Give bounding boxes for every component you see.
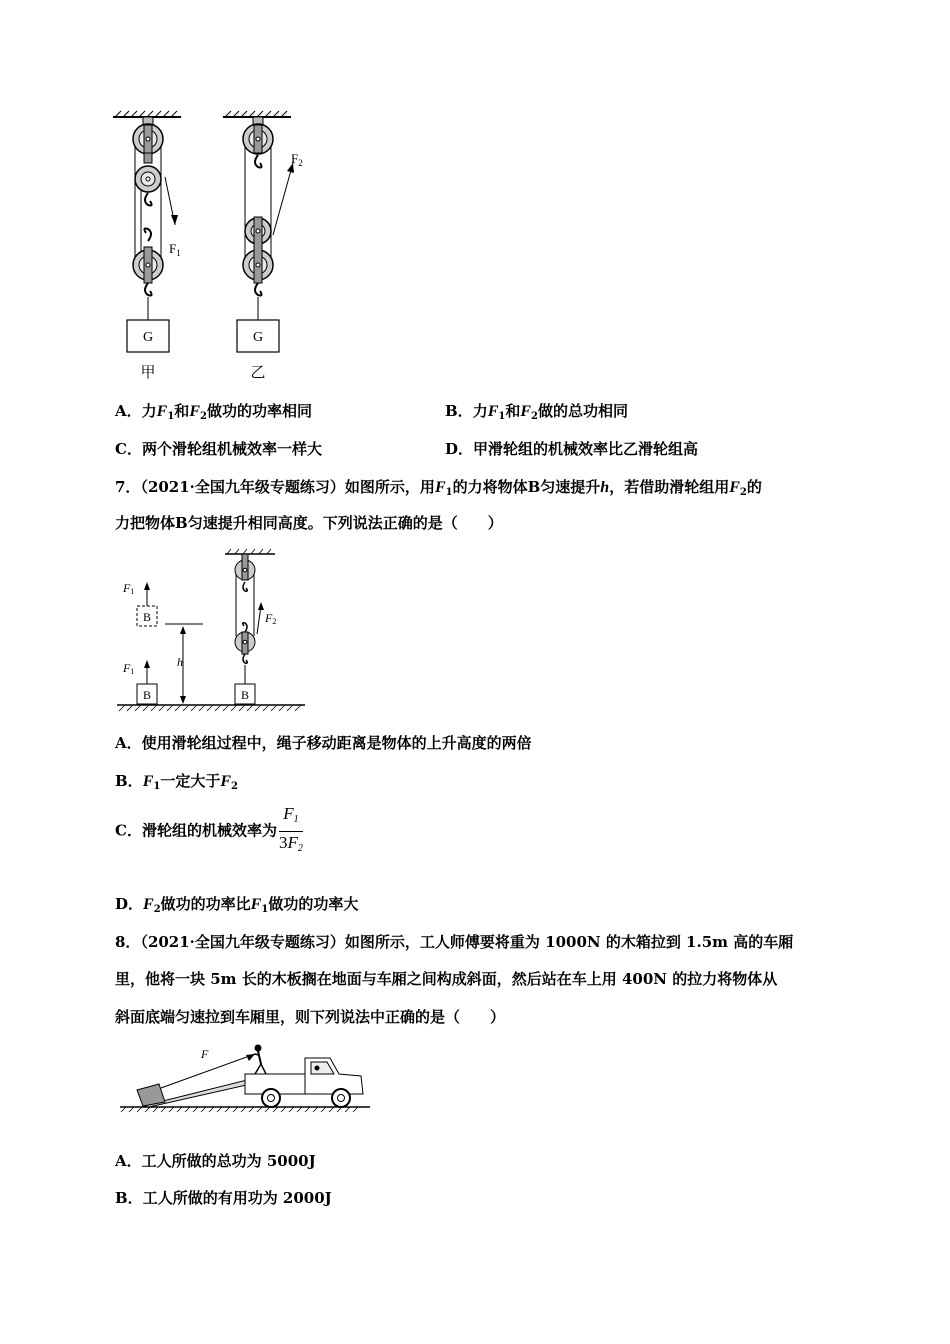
force-label-f2: $F_2$: [291, 151, 303, 168]
svg-text:B: B: [142, 688, 152, 702]
ceiling-left: [113, 111, 181, 117]
efficiency-fraction: $\frac{F_1}{3F_2}$: [278, 804, 303, 854]
svg-text:B: B: [240, 688, 250, 702]
wooden-crate: [137, 1084, 165, 1106]
q6-option-a[interactable]: A．力$F_1$和$F_2$做功的功率相同: [115, 402, 312, 422]
pulley-system-jia: [133, 117, 178, 320]
label-f1-top: F1: [123, 581, 135, 596]
weight-label-right: G: [252, 330, 264, 345]
force-label-f1: $F_1$: [169, 241, 181, 258]
worker-figure: [255, 1045, 262, 1052]
q7-stem-line-2: 力把物体B匀速提升相同高度。下列说法正确的是（ ）: [115, 514, 503, 532]
ceiling-right: [223, 111, 291, 117]
q6-option-b[interactable]: B．力$F_1$和$F_2$做的总功相同: [445, 402, 629, 422]
pulley-figure-q7: [115, 548, 315, 713]
q8-option-b[interactable]: B．工人所做的有用功为 2000J: [115, 1189, 332, 1207]
caption-jia: 甲: [140, 365, 156, 381]
pulley-system-yi: [243, 117, 294, 320]
ramp-truck-figure-q8: [115, 1040, 375, 1115]
label-h: h: [177, 655, 183, 669]
q8-stem-line-2: 里，他将一块 5m 长的木板搁在地面与车厢之间构成斜面，然后站在车上用 400N 的拉力将物体从: [115, 970, 778, 988]
q8-stem-line-1: 8．（2021·全国九年级专题练习）如图所示，工人师傅要将重为 1000N 的木箱拉到 1.5m 高的车厢: [115, 933, 794, 951]
weight-label-left: G: [142, 330, 154, 345]
label-f2: F2: [265, 611, 277, 626]
svg-text:B: B: [142, 610, 152, 624]
q7-option-d[interactable]: D．$F_2$做功的功率比$F_1$做功的功率大: [115, 895, 359, 915]
q7-option-a[interactable]: A．使用滑轮组过程中，绳子移动距离是物体的上升高度的两倍: [115, 734, 532, 752]
pulley-figure-q6: [105, 105, 335, 385]
q6-option-d[interactable]: D．甲滑轮组的机械效率比乙滑轮组高: [445, 440, 699, 458]
q6-option-c[interactable]: C．两个滑轮组机械效率一样大: [115, 440, 322, 458]
q8-option-a[interactable]: A．工人所做的总功为 5000J: [115, 1152, 316, 1170]
label-force-f: F: [201, 1047, 209, 1061]
q7-stem-line-1: 7．（2021·全国九年级专题练习）如图所示，用$F_1$的力将物体B匀速提升h，若借助滑轮组用$F_2$的: [115, 478, 762, 498]
q7-option-c[interactable]: C．滑轮组的机械效率为 $\frac{F_1}{3F_2}$: [115, 804, 303, 859]
caption-yi: 乙: [250, 365, 266, 381]
q8-stem-line-3: 斜面底端匀速拉到车厢里，则下列说法中正确的是（ ）: [115, 1008, 506, 1026]
label-f1-bottom: F1: [123, 661, 135, 676]
q7-option-b[interactable]: B．$F_1$一定大于$F_2$: [115, 772, 238, 792]
